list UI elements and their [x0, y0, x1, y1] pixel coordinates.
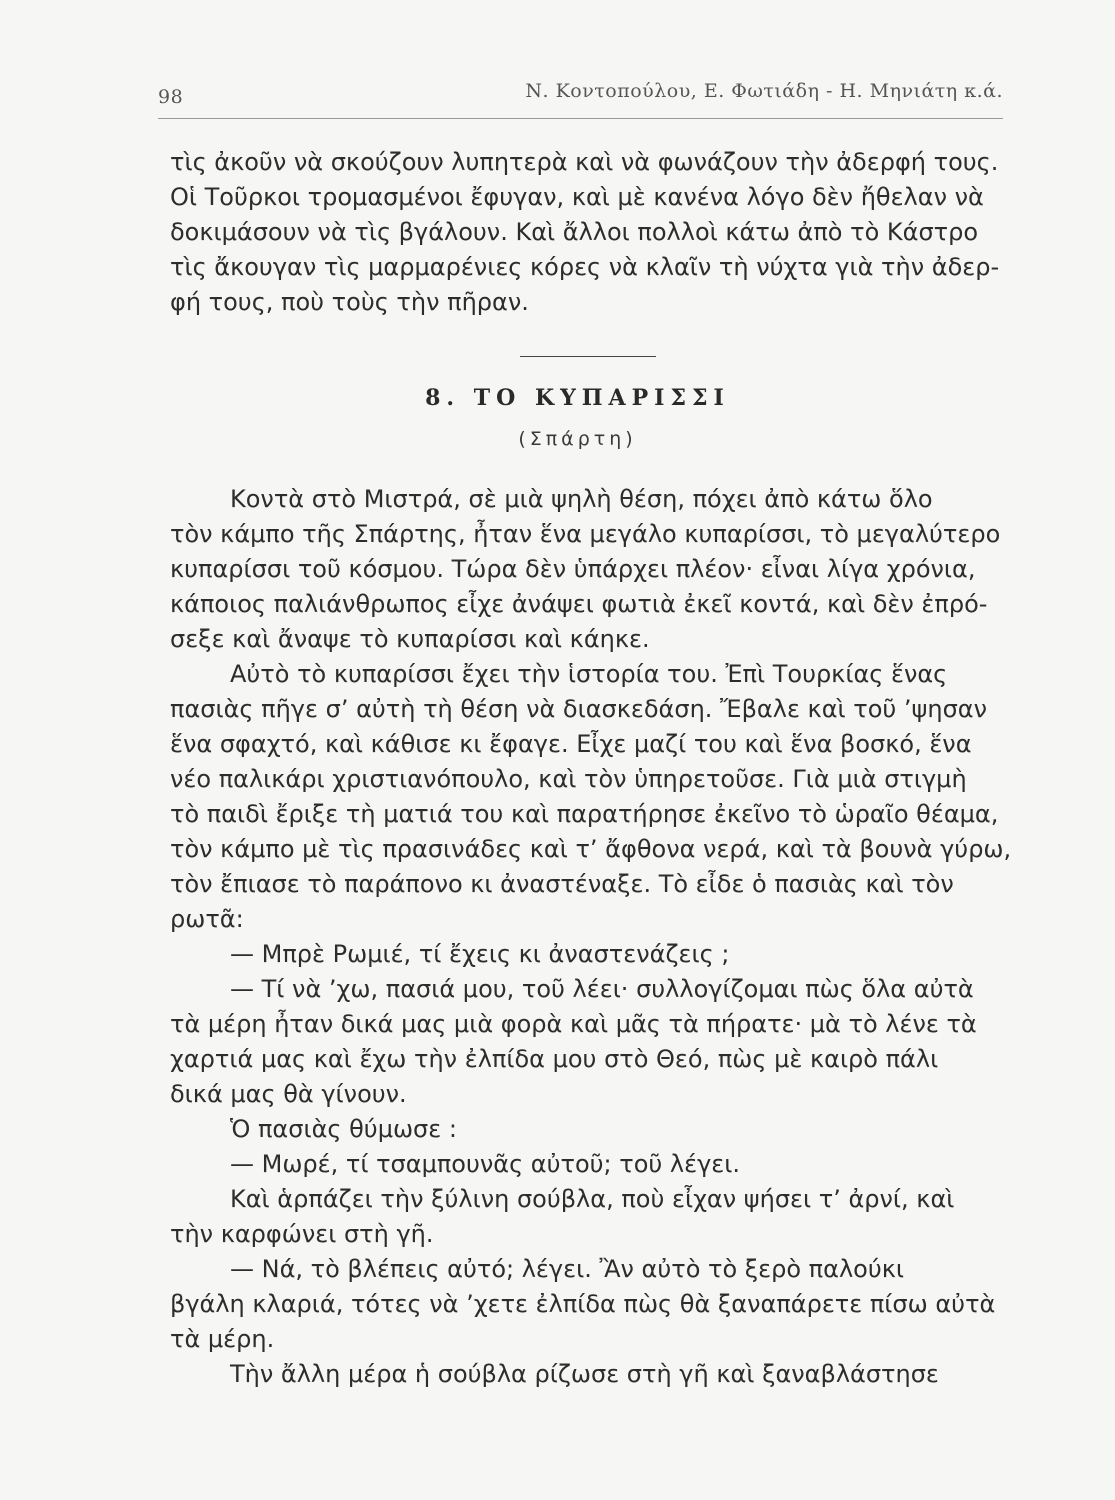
text-line: χαρτιά μας καὶ ἔχω τὴν ἐλπίδα μου στὸ Θεό, πὼς μὲ καιρὸ πάλι	[170, 1045, 939, 1073]
text-line: τὸ παιδὶ ἔριξε τὴ ματιά του καὶ παρατήρησε ἐκεῖνο τὸ ὡραῖο θέαμα,	[170, 800, 999, 828]
text-line: — Μπρὲ Ρωμιέ, τί ἔχεις κι ἀναστενάζεις ;	[230, 940, 730, 968]
text-line: τὸν κάμπο μὲ τὶς πρασινάδες καὶ τ’ ἄφθονα νερά, καὶ τὰ βουνὰ γύρω,	[170, 835, 1012, 863]
text-line: κάποιος παλιάνθρωπος εἶχε ἀνάψει φωτιὰ ἐκεῖ κοντά, καὶ δὲν ἐπρό-	[170, 590, 988, 618]
text-line: πασιὰς πῆγε σ’ αὐτὴ τὴ θέση νὰ διασκεδάση. Ἔβαλε καὶ τοῦ ’ψησαν	[170, 695, 988, 723]
text-line: τὸν ἔπιασε τὸ παράπονο κι ἀναστέναξε. Τὸ εἶδε ὁ πασιὰς καὶ τὸν	[170, 870, 954, 898]
text-line: — Μωρέ, τί τσαμπουνᾶς αὐτοῦ; τοῦ λέγει.	[230, 1150, 740, 1178]
text-line: Αὐτὸ τὸ κυπαρίσσι ἔχει τὴν ἱστορία του. Ἐπὶ Τουρκίας ἕνας	[230, 660, 948, 688]
text-line: τὰ μέρη.	[170, 1325, 275, 1353]
text-line: τὶς ἄκουγαν τὶς μαρμαρένιες κόρες νὰ κλαῖν τὴ νύχτα γιὰ τὴν ἀδερ-	[170, 253, 1000, 281]
page-number: 98	[158, 86, 184, 108]
text-line: τὴν καρφώνει στὴ γῆ.	[170, 1220, 434, 1248]
text-line: ἕνα σφαχτό, καὶ κάθισε κι ἔφαγε. Εἶχε μαζί του καὶ ἕνα βοσκό, ἕνα	[170, 730, 972, 758]
header-rule	[158, 118, 1003, 119]
text-line: — Νά, τὸ βλέπεις αὐτό; λέγει. Ἂν αὐτὸ τὸ ξερὸ παλούκι	[230, 1255, 904, 1283]
text-line: τὶς ἀκοῦν νὰ σκούζουν λυπητερὰ καὶ νὰ φωνάζουν τὴν ἀδερφή τους.	[170, 148, 999, 176]
story-text	[170, 482, 1020, 1392]
text-line: Ὁ πασιὰς θύμωσε :	[230, 1115, 457, 1143]
text-line: κυπαρίσσι τοῦ κόσμου. Τώρα δὲν ὑπάρχει πλέον· εἶναι λίγα χρόνια,	[170, 555, 976, 583]
text-line: Καὶ ἁρπάζει τὴν ξύλινη σούβλα, ποὺ εἶχαν ψήσει τ’ ἀρνί, καὶ	[230, 1185, 955, 1213]
text-line: βγάλη κλαριά, τότες νὰ ’χετε ἐλπίδα πὼς θὰ ξαναπάρετε πίσω αὐτὰ	[170, 1290, 996, 1318]
page-header	[158, 80, 1003, 110]
text-line: Κοντὰ στὸ Μιστρά, σὲ μιὰ ψηλὴ θέση, πόχει ἀπὸ κάτω ὅλο	[230, 485, 933, 513]
section-title: 8. ΤΟ ΚΥΠΑΡΙΣΣΙ	[425, 385, 730, 411]
text-line: ρωτᾶ:	[170, 905, 244, 933]
section-divider	[520, 356, 656, 357]
text-line: — Τί νὰ ’χω, πασιά μου, τοῦ λέει· συλλογίζομαι πὼς ὅλα αὐτὰ	[230, 975, 974, 1003]
text-line: Τὴν ἄλλη μέρα ἡ σούβλα ρίζωσε στὴ γῆ καὶ ξαναβλάστησε	[230, 1360, 939, 1388]
section-subtitle: (Σπάρτη)	[518, 428, 637, 450]
text-line: φή τους, ποὺ τοὺς τὴν πῆραν.	[170, 288, 529, 316]
text-line: σεξε καὶ ἄναψε τὸ κυπαρίσσι καὶ κάηκε.	[170, 625, 650, 653]
text-line: νέο παλικάρι χριστιανόπουλο, καὶ τὸν ὑπηρετοῦσε. Γιὰ μιὰ στιγμὴ	[170, 765, 967, 793]
running-title: Ν. Κοντοπούλου, Ε. Φωτιάδη - Η. Μηνιάτη κ.ά.	[525, 80, 1003, 102]
intro-paragraph	[170, 145, 1020, 320]
text-line: Οἱ Τοῦρκοι τρομασμένοι ἔφυγαν, καὶ μὲ κανένα λόγο δὲν ἤθελαν νὰ	[170, 183, 984, 211]
text-line: τὰ μέρη ἦταν δικά μας μιὰ φορὰ καὶ μᾶς τὰ πήρατε· μὰ τὸ λένε τὰ	[170, 1010, 977, 1038]
text-line: δικά μας θὰ γίνουν.	[170, 1080, 407, 1108]
text-line: τὸν κάμπο τῆς Σπάρτης, ἦταν ἕνα μεγάλο κυπαρίσσι, τὸ μεγαλύτερο	[170, 520, 1001, 548]
text-line: δοκιμάσουν νὰ τὶς βγάλουν. Καὶ ἄλλοι πολλοὶ κάτω ἀπὸ τὸ Κάστρο	[170, 218, 979, 246]
